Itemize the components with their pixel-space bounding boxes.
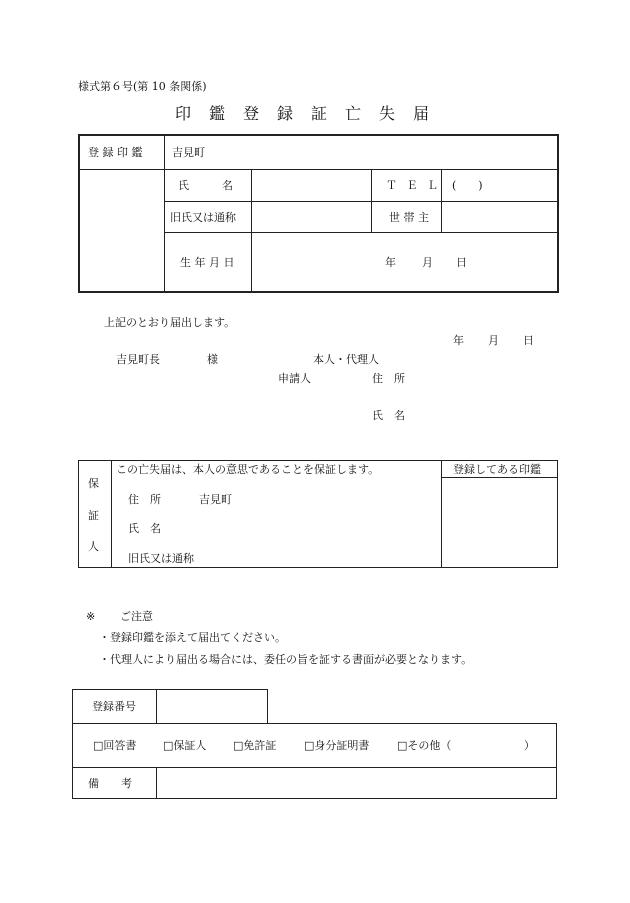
checkbox-guarantor[interactable]: □保証人	[163, 739, 207, 752]
seal-label: 登 録 印 鑑	[88, 146, 143, 159]
notes-mark: ※	[86, 610, 96, 623]
checkbox-other-close: ）	[524, 739, 535, 752]
guarantor-address-label: 住 所	[128, 493, 161, 506]
declaration-statement: 上記のとおり届出します。	[104, 316, 236, 329]
applicant-address-label: 住 所	[372, 372, 405, 385]
birthdate-label: 生 年 月 日	[180, 256, 235, 269]
applicant-label: 申請人	[278, 372, 311, 385]
tel-value[interactable]: ( )	[452, 179, 483, 192]
seal-value: 吉見町	[172, 146, 205, 159]
addressee: 吉見町長	[116, 353, 160, 366]
checkbox-id-certificate[interactable]: □身分証明書	[304, 739, 370, 752]
checkbox-license[interactable]: □免許証	[233, 739, 277, 752]
former-name-field[interactable]	[253, 203, 369, 231]
guarantor-name-label: 氏 名	[128, 522, 161, 535]
tel-label: Ｔ Ｅ Ｌ	[386, 179, 441, 192]
honorific: 様	[207, 353, 218, 366]
birthdate-year: 年	[385, 256, 396, 269]
reg-number-label: 登録番号	[92, 700, 136, 713]
date-month: 月	[488, 334, 499, 347]
birthdate-day: 日	[456, 256, 467, 269]
reg-number-field[interactable]	[158, 691, 266, 722]
household-head-field[interactable]	[443, 203, 556, 231]
checkbox-other[interactable]: □その他（	[397, 739, 452, 752]
remarks-label: 備 考	[88, 777, 132, 790]
notes-heading: ご注意	[120, 610, 153, 623]
form-number: 様式第６号(第 10 条関係)	[78, 80, 207, 93]
date-day: 日	[523, 334, 534, 347]
remarks-field[interactable]	[158, 769, 555, 798]
name-label: 氏 名	[178, 179, 233, 192]
guarantor-side-label-2: 証	[88, 509, 99, 522]
notes-item-2: ・代理人により届出る場合には、委任の旨を証する書面が必要となります。	[99, 653, 473, 666]
page-title: 印 鑑 登 録 証 亡 失 届	[175, 104, 431, 123]
guarantor-former-name-label: 旧氏又は通称	[128, 552, 194, 565]
birthdate-month: 月	[422, 256, 433, 269]
guarantor-statement: この亡失届は、本人の意思であることを保証します。	[116, 463, 380, 476]
notes-item-1: ・登録印鑑を添えて届出てください。	[99, 631, 286, 644]
registered-seal-field[interactable]	[443, 479, 556, 566]
checkbox-answer-sheet[interactable]: □回答書	[93, 739, 137, 752]
guarantor-side-label-3: 人	[88, 540, 99, 553]
household-head-label: 世 帯 主	[389, 211, 429, 224]
guarantor-address-value: 吉見町	[199, 493, 232, 506]
former-name-label: 旧氏又は通称	[170, 211, 236, 224]
applicant-type: 本人・代理人	[313, 353, 379, 366]
applicant-name-label: 氏 名	[372, 409, 405, 422]
registered-seal-header: 登録してある印鑑	[453, 463, 541, 476]
guarantor-side-label-1: 保	[88, 477, 99, 490]
name-field[interactable]	[253, 172, 369, 200]
date-year: 年	[453, 334, 464, 347]
